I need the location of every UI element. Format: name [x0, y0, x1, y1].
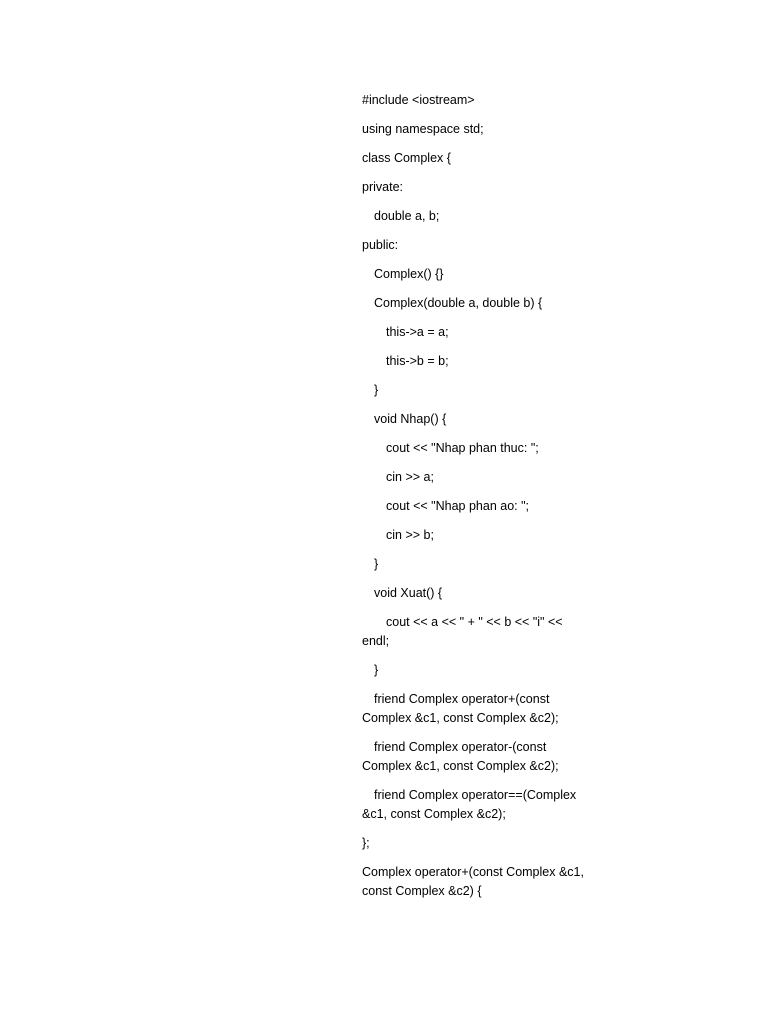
- code-line: cout << "Nhap phan ao: ";: [386, 499, 530, 513]
- code-line: #include <iostream>: [362, 93, 475, 107]
- code-line: };: [362, 836, 370, 850]
- code-line: friend Complex operator+(const Complex &c1, const Complex &c2);: [362, 692, 559, 725]
- code-line: using namespace std;: [362, 122, 484, 136]
- code-line: cout << "Nhap phan thuc: ";: [386, 441, 539, 455]
- code-line: cin >> b;: [386, 528, 434, 542]
- code-line: this->a = a;: [386, 325, 449, 339]
- code-line: void Nhap() {: [374, 412, 447, 426]
- code-line: cin >> a;: [386, 470, 434, 484]
- code-line: double a, b;: [374, 209, 440, 223]
- code-line: friend Complex operator==(Complex &c1, const Complex &c2);: [362, 788, 577, 821]
- code-line: cout << a << " + " << b << "i" << endl;: [362, 615, 563, 648]
- code-line: }: [374, 663, 379, 677]
- code-line: void Xuat() {: [374, 586, 443, 600]
- code-text-block: [362, 91, 588, 911]
- code-line: friend Complex operator-(const Complex &c1, const Complex &c2);: [362, 740, 559, 773]
- code-line: Complex operator+(const Complex &c1, const Complex &c2) {: [362, 865, 584, 898]
- code-line: }: [374, 557, 379, 571]
- code-line: }: [374, 383, 379, 397]
- code-line: Complex(double a, double b) {: [374, 296, 543, 310]
- code-line: public:: [362, 238, 399, 252]
- code-line: Complex() {}: [374, 267, 444, 281]
- code-line: private:: [362, 180, 403, 194]
- code-line: this->b = b;: [386, 354, 449, 368]
- code-line: class Complex {: [362, 151, 451, 165]
